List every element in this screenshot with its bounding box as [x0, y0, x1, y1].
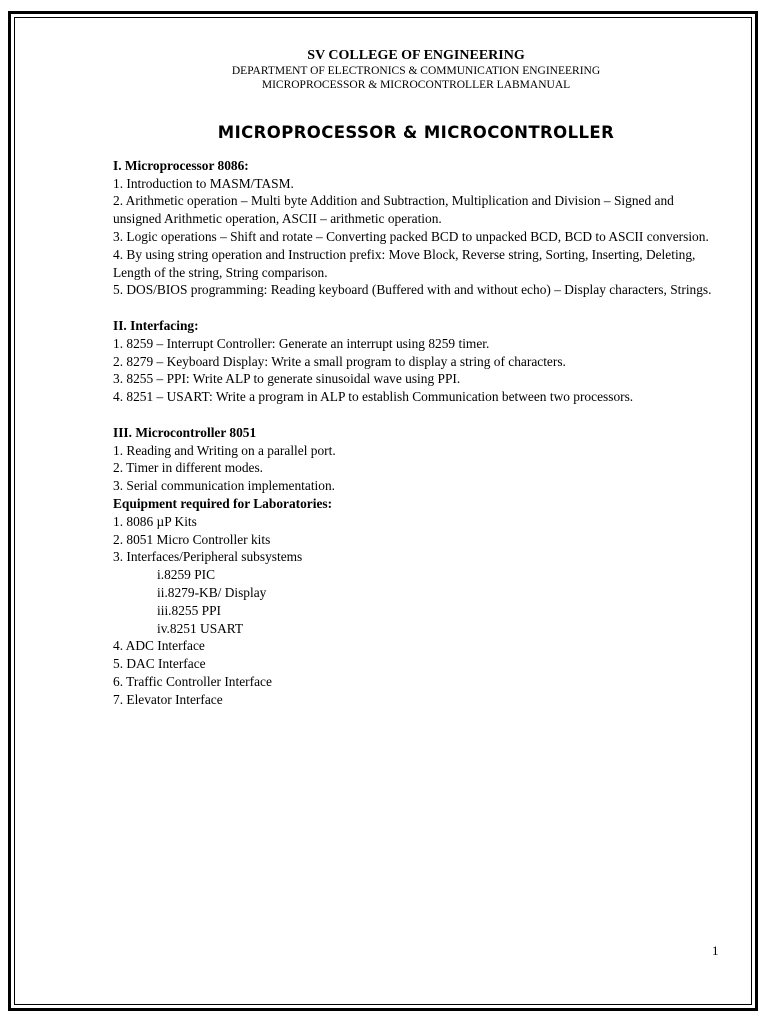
manual-name: MICROPROCESSOR & MICROCONTROLLER LABMANUAL [261, 79, 571, 91]
sub-list-item: iv.8251 USART [157, 620, 244, 636]
sub-list-item: i.8259 PIC [157, 567, 216, 583]
page-number: 1 [712, 943, 719, 958]
list-item: 2. 8051 Micro Controller kits [113, 531, 271, 547]
list-item: 2. Arithmetic operation – Multi byte Addition and Subtraction, Multiplication and Division – Signed and unsigned Arithmetic operation, ASCII – arithmetic operation. [113, 193, 674, 227]
document-header [0, 48, 768, 92]
section-interfacing [113, 317, 718, 406]
list-item: 4. 8251 – USART: Write a program in ALP to establish Communication between two processors. [113, 389, 634, 405]
sub-list-item: ii.8279-KB/ Display [157, 584, 267, 600]
list-item: 5. DAC Interface [113, 656, 206, 672]
list-item: 7. Elevator Interface [113, 691, 223, 707]
college-name: SV COLLEGE OF ENGINEERING [307, 48, 525, 63]
section-microprocessor [113, 157, 718, 299]
list-item: 4. By using string operation and Instruction prefix: Move Block, Reverse string, Sorting, Inserting, Deleting, Length of the string, String comparison. [113, 246, 696, 280]
list-item: 1. 8259 – Interrupt Controller: Generate an interrupt using 8259 timer. [113, 335, 490, 351]
list-item: 1. Reading and Writing on a parallel port. [113, 442, 336, 458]
department-name: DEPARTMENT OF ELECTRONICS & COMMUNICATION ENGINEERING [231, 65, 601, 77]
section-heading: III. Microcontroller 8051 [113, 424, 257, 440]
page-title: MICROPROCESSOR & MICROCONTROLLER [217, 123, 615, 142]
list-item: 1. 8086 µP Kits [113, 513, 197, 529]
list-item: 3. Serial communication implementation. [113, 478, 336, 494]
section-heading: II. Interfacing: [113, 317, 199, 333]
sub-list-item: iii.8255 PPI [157, 602, 221, 618]
list-item: 3. Logic operations – Shift and rotate – Converting packed BCD to unpacked BCD, BCD to ASCII conversion. [113, 228, 709, 244]
document-body [113, 48, 718, 709]
list-item: 5. DOS/BIOS programming: Reading keyboard (Buffered with and without echo) – Display characters, Strings. [113, 282, 712, 298]
list-item: 3. 8255 – PPI: Write ALP to generate sinusoidal wave using PPI. [113, 371, 461, 387]
list-item: 4. ADC Interface [113, 638, 205, 654]
list-item: 2. 8279 – Keyboard Display: Write a small program to display a string of characters. [113, 353, 566, 369]
section-equipment [113, 495, 718, 709]
section-heading: I. Microprocessor 8086: [113, 157, 249, 173]
section-heading: Equipment required for Laboratories: [113, 495, 333, 511]
section-microcontroller [113, 424, 718, 495]
list-item: 1. Introduction to MASM/TASM. [113, 175, 294, 191]
list-item: 2. Timer in different modes. [113, 460, 264, 476]
list-item: 6. Traffic Controller Interface [113, 673, 272, 689]
list-item: 3. Interfaces/Peripheral subsystems [113, 549, 303, 565]
